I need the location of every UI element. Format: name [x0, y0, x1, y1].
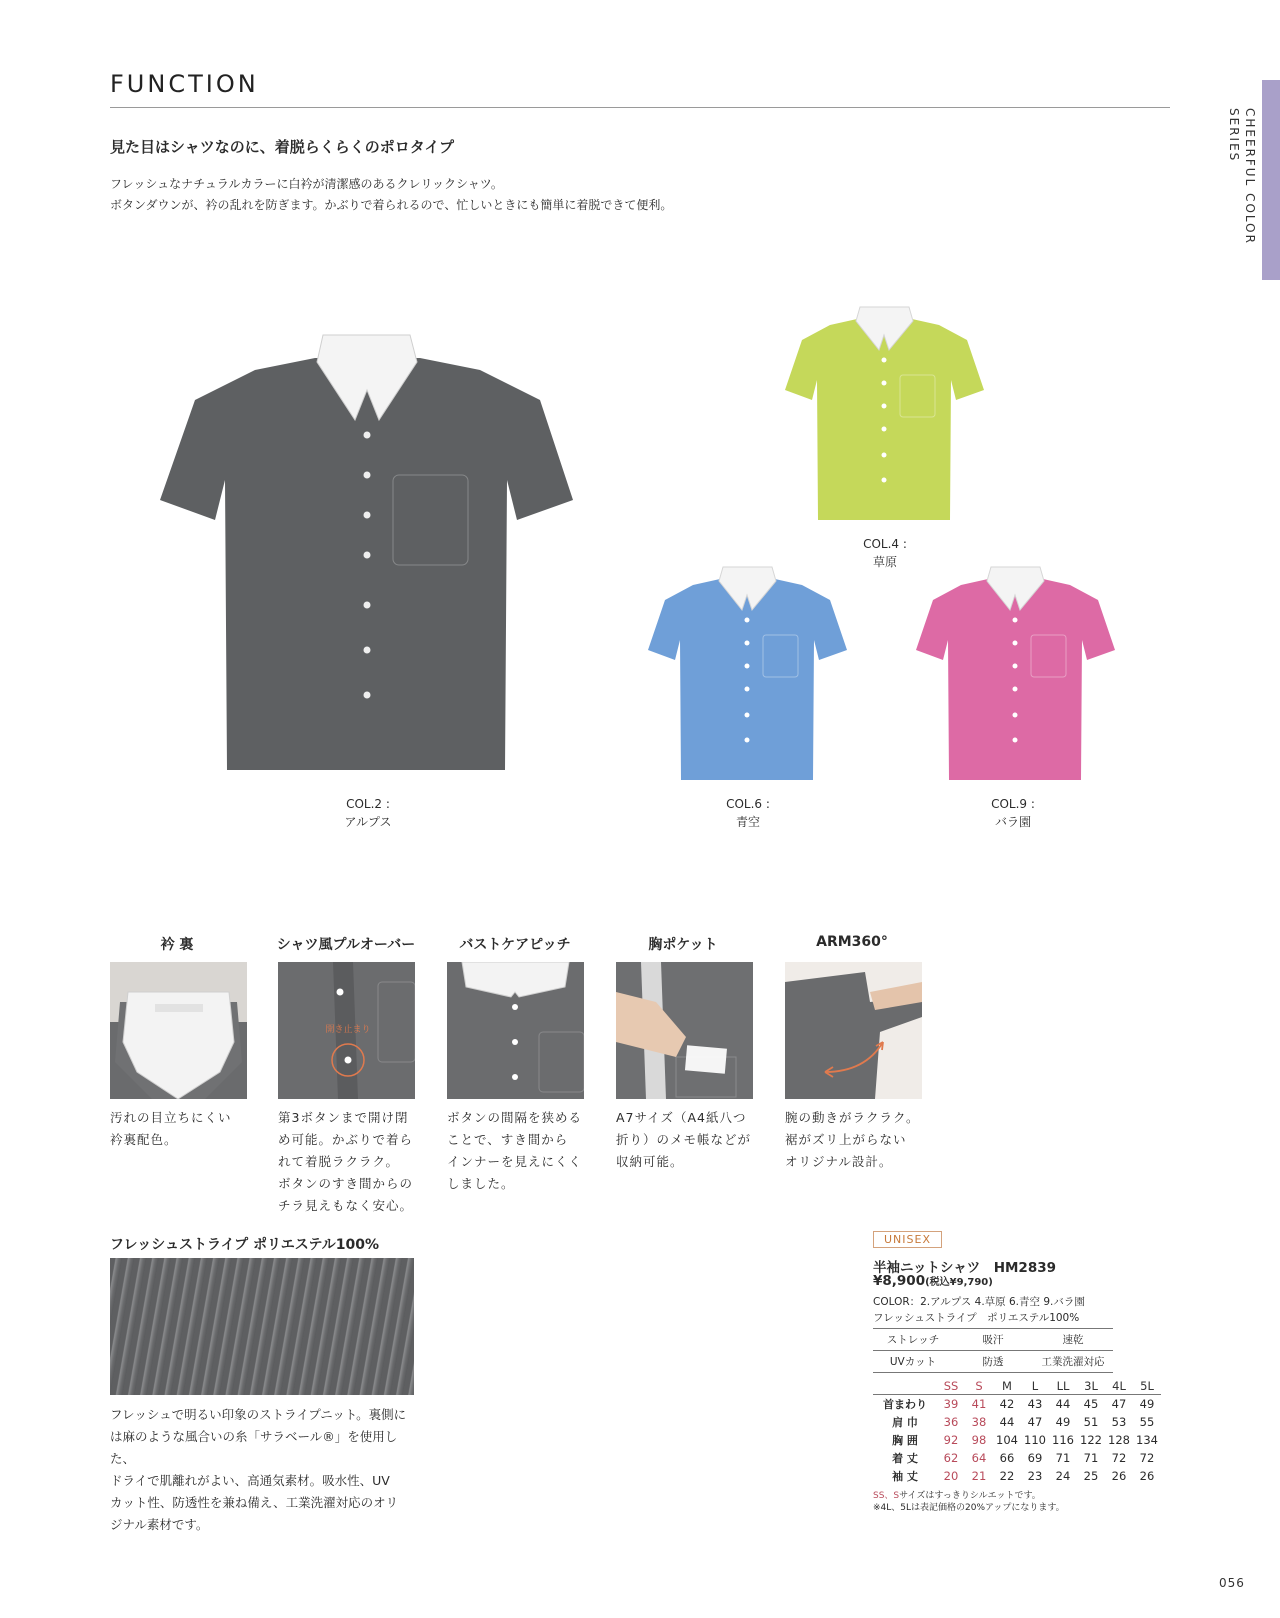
feature-title-collar: 衿 裏: [160, 937, 194, 953]
color-label-col2: COL.2 : アルプス: [344, 797, 392, 829]
table-row: 肩 巾 36 38 44 47 49 51 53 55: [892, 1415, 1155, 1429]
fabric-spec: フレッシュストライプ ポリエステル100%: [873, 1312, 1080, 1324]
function-row: [873, 1328, 1113, 1350]
feature-title-pocket: 胸ポケット: [648, 937, 718, 953]
feature-image-bustcare: [447, 962, 584, 1099]
side-tab-marker: [1262, 80, 1280, 280]
size-table: [873, 1378, 1161, 1485]
shirt-image-col4: [782, 305, 987, 525]
size-header-row: SS S M L LL 3L 4L 5L: [873, 1378, 1161, 1395]
function-cell: 防透: [982, 1356, 1004, 1368]
side-series-label: CHEERFUL COLOR SERIES: [1227, 108, 1257, 245]
shirt-body: [785, 319, 984, 520]
intro-text: フレッシュなナチュラルカラーに白衿が清潔感のあるクレリックシャツ。 ボタンダウンが、衿の乱れを防ぎます。かぶりで着られるので、忙しいときにも簡単に着脱できて便利。: [110, 177, 673, 212]
shirt-body: [160, 358, 573, 770]
feature-image-pocket: [616, 962, 753, 1099]
function-cell: UVカット: [889, 1356, 937, 1368]
feature-text-pocket: A7サイズ（A4紙八つ 折り）のメモ帳などが 収納可能。: [616, 1110, 752, 1169]
function-cell: 速乾: [1062, 1334, 1084, 1346]
color-list: COLOR：2.アルプス 4.草原 6.青空 9.バラ園: [873, 1296, 1085, 1308]
intro-headline: 見た目はシャツなのに、着脱らくらくのポロタイプ: [110, 138, 454, 156]
feature-text-collar: 汚れの目立ちにくい 衿裏配色。: [110, 1110, 232, 1147]
table-row: 胸 囲 92 98 104 110 116 122 128 134: [892, 1433, 1158, 1447]
size-notes: SS、Sサイズはすっきりシルエットです。 ※4L、5Lは表記価格の20%アップになります。: [873, 1491, 1065, 1513]
section-title: FUNCTION: [110, 70, 259, 98]
fabric-title: フレッシュストライプ ポリエステル100%: [110, 1237, 380, 1253]
table-row: 袖 丈 20 21 22 23 24 25 26 26: [892, 1469, 1155, 1483]
function-cell: 吸汗: [982, 1334, 1004, 1346]
color-label-col4: COL.4 : 草原: [863, 537, 907, 569]
color-label-col9: COL.9 : バラ園: [991, 797, 1035, 829]
table-row: 着 丈 62 64 66 69 71 71 72 72: [892, 1451, 1155, 1465]
table-row: 首まわり 39 41 42 43 44 45 47 49: [883, 1397, 1155, 1411]
product-price: ¥8,900(税込¥9,790): [873, 1273, 993, 1289]
function-row: [873, 1350, 1113, 1373]
page-number: 056: [1219, 1576, 1245, 1590]
function-cell: 工業洗濯対応: [1041, 1356, 1105, 1368]
feature-text-pullover: 第3ボタンまで開け閉 め可能。かぶりで着ら れて着脱ラクラク。 ボタンのすき間からの チラ見えもなく安心。: [278, 1110, 414, 1213]
feature-image-arm360: [785, 962, 922, 1099]
title-divider: [110, 107, 1170, 108]
shirt-body: [916, 579, 1115, 780]
feature-image-pullover: [278, 962, 415, 1099]
feature-image-collar: [110, 962, 247, 1099]
feature-text-bustcare: ボタンの間隔を狭める ことで、すき間から インナーを見えにくく しました。: [447, 1110, 583, 1191]
feature-title-arm360: ARM360°: [816, 934, 888, 950]
shirt-image-col2: [155, 330, 580, 790]
product-name: 半袖ニットシャツ HM2839: [873, 1260, 1056, 1276]
shirt-body: [648, 579, 847, 780]
feature-text-arm360: 腕の動きがラクラク。 裾がズリ上がらない オリジナル設計。: [785, 1110, 920, 1169]
unisex-badge: UNISEX: [873, 1231, 942, 1248]
function-cell: ストレッチ: [886, 1334, 940, 1346]
feature-title-bustcare: バストケアピッチ: [459, 937, 571, 953]
feature-title-pullover: シャツ風プルオーバー: [276, 937, 416, 953]
open-stop-annotation: 開き止まり: [325, 1025, 371, 1035]
fabric-description: フレッシュで明るい印象のストライプニット。裏側に は麻のような風合いの糸「サラベール®」を使用した、 ドライで肌離れがよい、高通気素材。吸水性、UV カット性、防透性を兼ね備え、工業洗濯対応のオリ ジナル素材です。: [110, 1407, 407, 1532]
color-label-col6: COL.6 : 青空: [726, 797, 770, 829]
shirt-image-col6: [645, 565, 850, 785]
shirt-image-col9: [913, 565, 1118, 785]
fabric-swatch-image: [110, 1258, 414, 1395]
function-grid: [873, 1328, 1113, 1373]
